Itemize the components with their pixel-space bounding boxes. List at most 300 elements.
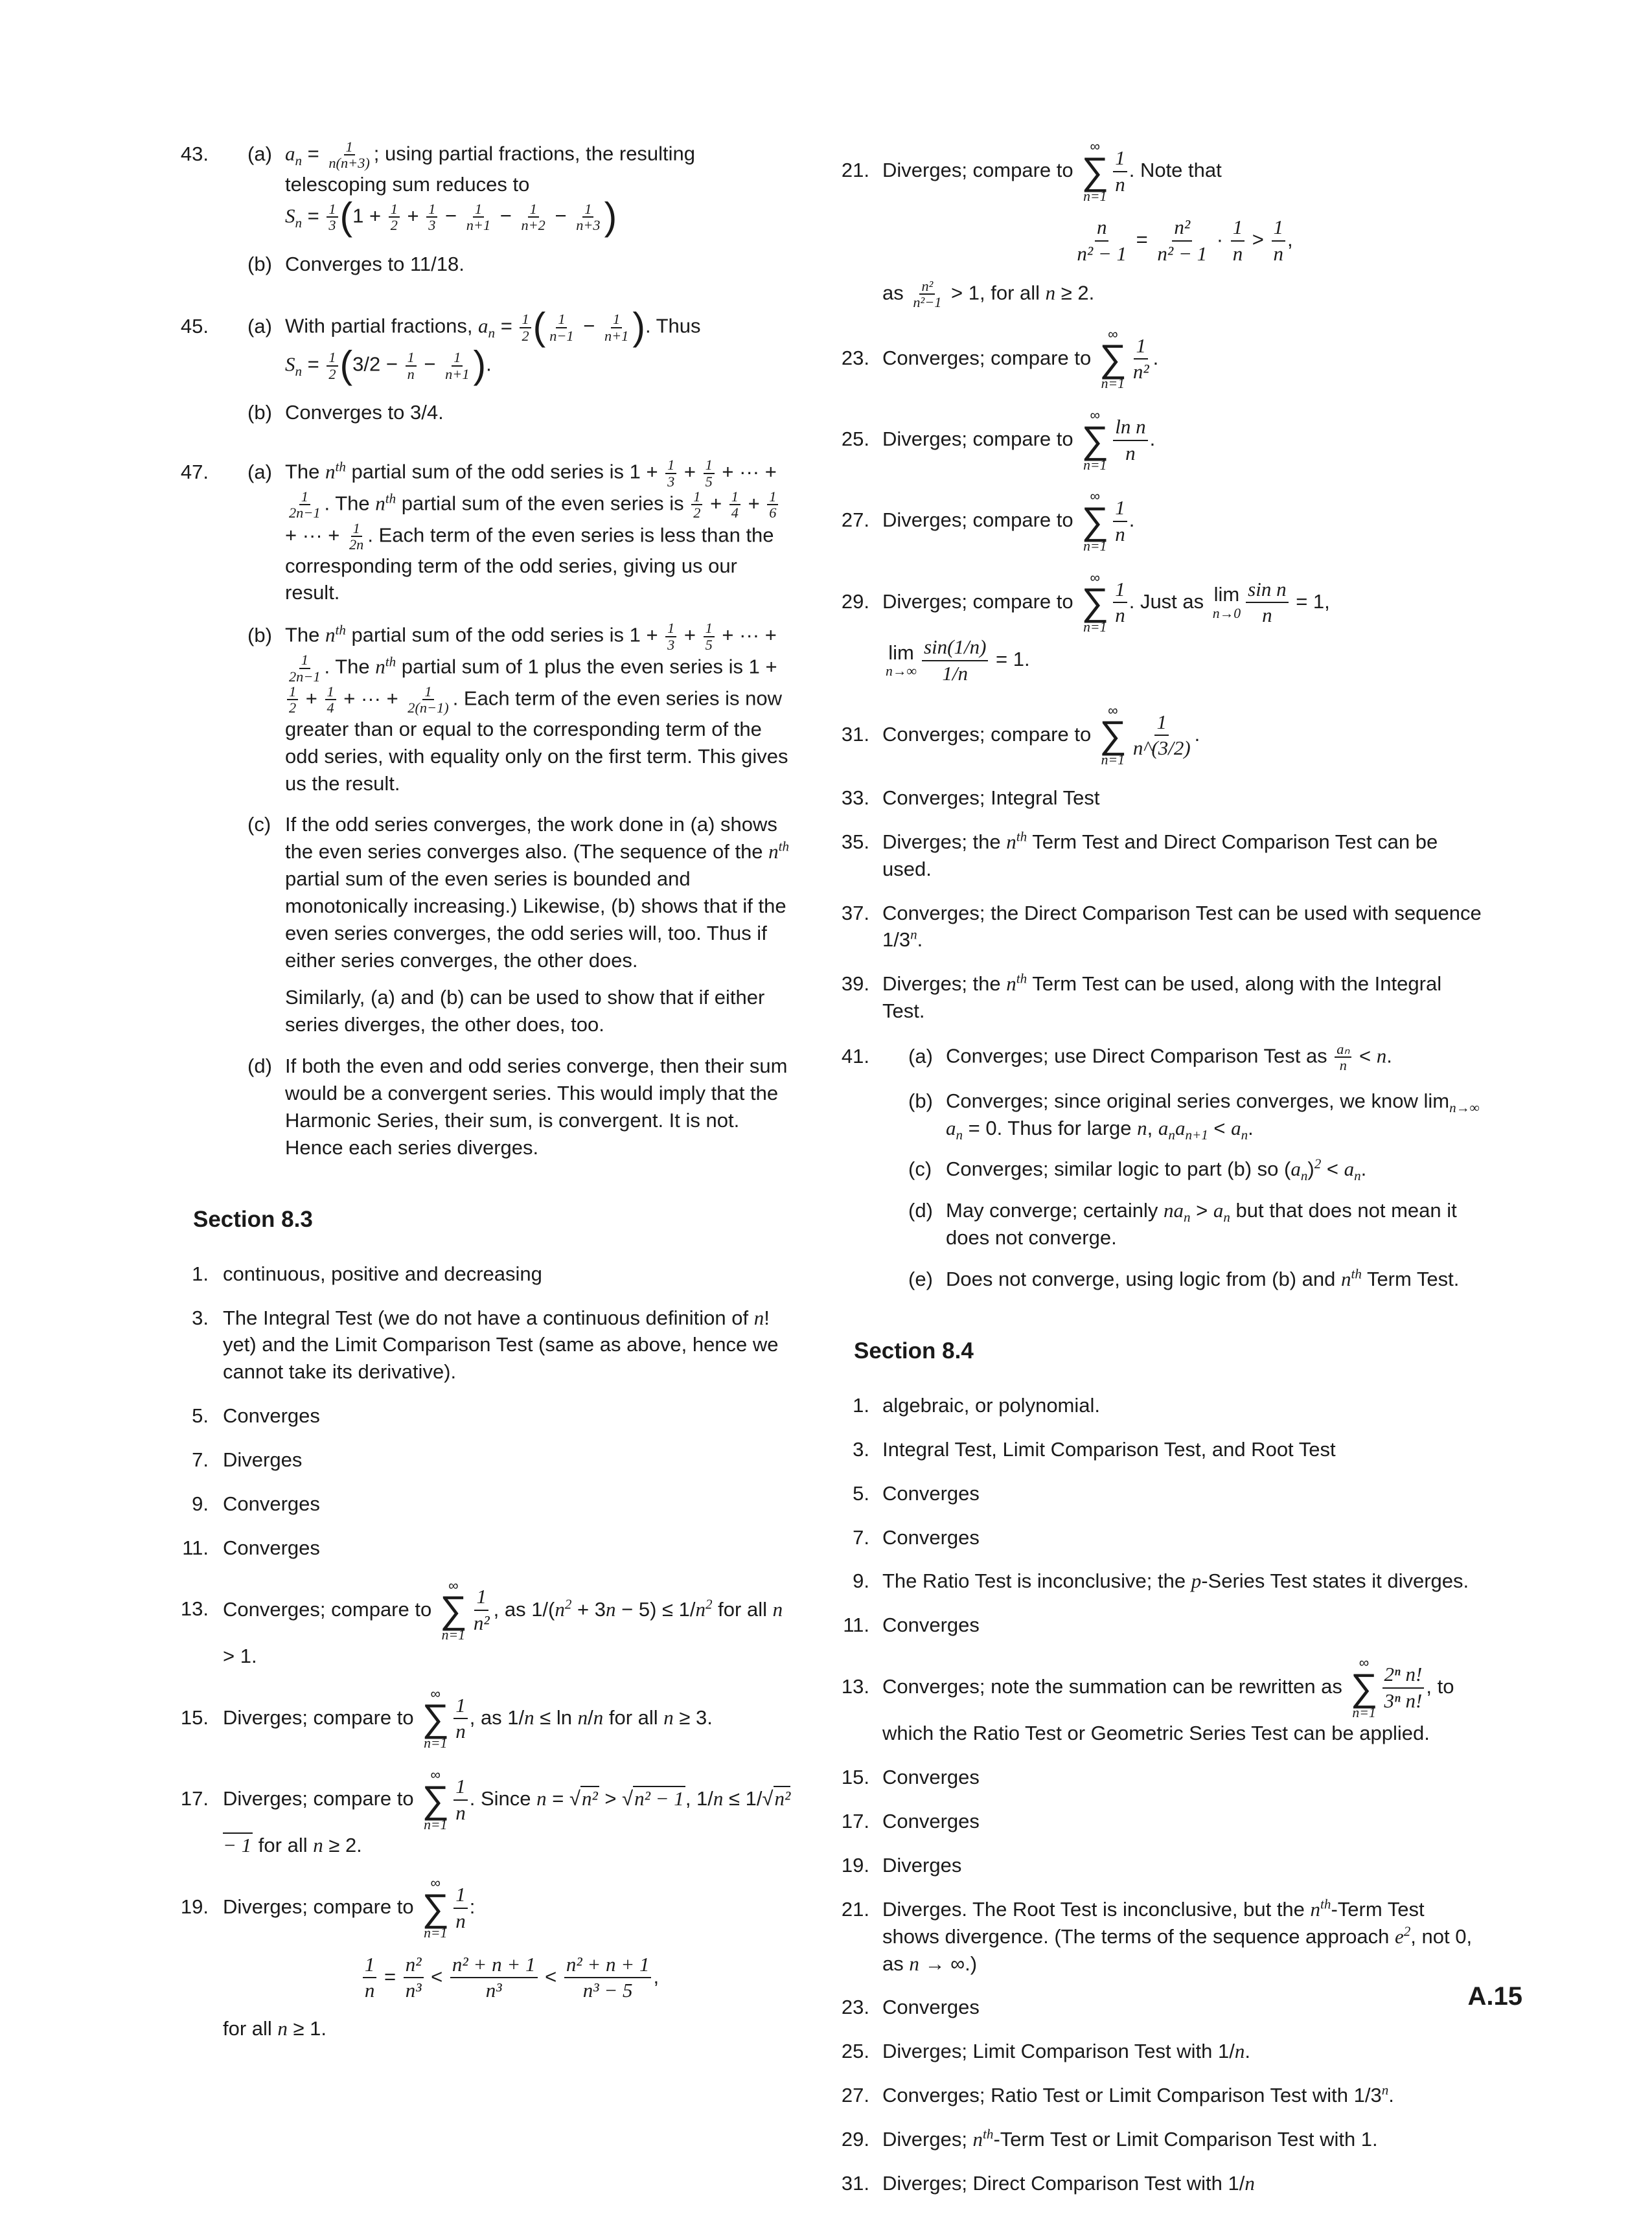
answer-part xyxy=(247,621,797,797)
answer-item xyxy=(836,900,1484,954)
fraction-denominator: 2n−1 xyxy=(289,505,321,521)
text-run: If the odd series converges, the work done in (a) shows the even series converges also. (The sequence of the xyxy=(285,813,777,863)
text-run: − xyxy=(549,204,573,227)
math-variable: n xyxy=(1045,281,1056,304)
part-text xyxy=(946,1042,1484,1073)
answer-item xyxy=(836,489,1484,553)
text-run: · xyxy=(1211,228,1229,251)
sigma-symbol: ∑ xyxy=(422,1886,450,1929)
subscript: n xyxy=(1183,1209,1191,1226)
text-run: , as 1/ xyxy=(469,1706,525,1729)
fraction xyxy=(404,1952,424,2004)
part-text xyxy=(285,811,797,1038)
fraction-denominator: n³ − 5 xyxy=(582,1979,633,2002)
text-run: . xyxy=(486,352,492,376)
fraction-denominator: n+2 xyxy=(521,217,545,234)
sum-upper-limit: ∞ xyxy=(1090,488,1100,505)
text-run: -Term Test shows divergence. (The terms of the sequence approach xyxy=(882,1897,1425,1948)
text-run: < xyxy=(1321,1158,1344,1181)
text-run: / xyxy=(588,1706,593,1729)
answer-number: 15. xyxy=(180,1706,209,1729)
answer-part xyxy=(908,1266,1484,1293)
fraction-numerator: 1 xyxy=(1154,710,1169,736)
fraction xyxy=(729,489,740,521)
answer-text xyxy=(882,1392,1484,1419)
text-run: Diverges; the xyxy=(882,972,1007,996)
text-run: . xyxy=(1245,2040,1250,2063)
math-variable: n xyxy=(1006,830,1016,853)
sum-upper-limit: ∞ xyxy=(1108,325,1118,342)
text-run: − xyxy=(577,315,601,338)
fraction xyxy=(287,489,323,521)
parenthesis: ( xyxy=(339,195,353,238)
fraction-denominator: n³ xyxy=(485,1979,502,2002)
text-run: Converges; the Direct Comparison Test can be used with sequence 1/3 xyxy=(882,901,1482,952)
answer-number: 11. xyxy=(843,1614,869,1637)
answer-number: 23. xyxy=(841,1996,869,2019)
text-run: Diverges; the xyxy=(882,830,1007,853)
text-run: = 1. xyxy=(990,648,1030,671)
fraction-denominator: n² − 1 xyxy=(1077,242,1127,266)
text-run: Converges; compare to xyxy=(223,1597,437,1621)
fraction xyxy=(325,684,336,716)
answer-text xyxy=(882,408,1484,472)
fraction xyxy=(363,1952,377,2004)
fraction xyxy=(911,279,943,310)
text-run: Converges; since original series converges, we know lim xyxy=(946,1089,1450,1112)
fraction-denominator: 3 xyxy=(667,636,675,653)
fraction xyxy=(564,1952,652,2004)
superscript: th xyxy=(385,490,396,507)
superscript: th xyxy=(335,622,346,638)
answer-part xyxy=(247,308,797,385)
text-run: + xyxy=(300,687,323,710)
text-run: , xyxy=(653,1965,660,1988)
text-run: Converges; Ratio Test or Limit Comparison Test with 1/3 xyxy=(882,2084,1382,2107)
text-run: > xyxy=(1246,228,1270,251)
fraction-numerator: 1 xyxy=(325,684,336,700)
text-run: . Just as xyxy=(1129,589,1210,613)
superscript: n xyxy=(1381,2082,1389,2098)
summation xyxy=(1081,489,1108,553)
answer-item xyxy=(175,308,797,440)
fraction-numerator: 1 xyxy=(473,201,484,218)
math-variable: n xyxy=(909,1952,919,1975)
fraction-numerator: 1 xyxy=(426,201,437,218)
answer-text xyxy=(223,1490,797,1518)
text-run: ≥ 2. xyxy=(1055,281,1095,304)
text-run: < xyxy=(1208,1116,1232,1139)
fraction-numerator: 1 xyxy=(582,201,593,218)
part-label: (b) xyxy=(247,401,272,424)
fraction-denominator: n xyxy=(364,1979,375,2002)
answer-number: 23. xyxy=(841,346,869,369)
answer-text xyxy=(882,1994,1484,2021)
math-variable: n xyxy=(972,2127,983,2151)
fraction-numerator: 1 xyxy=(1113,146,1127,172)
answer-number: 3. xyxy=(192,1306,209,1329)
text-run: ≥ 3. xyxy=(673,1706,713,1729)
section-heading-8-4: Section 8.4 xyxy=(854,1338,974,1364)
answer-number: 11. xyxy=(182,1536,209,1559)
subscript: n xyxy=(1300,1168,1308,1184)
text-run: − xyxy=(439,204,463,227)
summation xyxy=(1099,327,1127,391)
answer-number: 1. xyxy=(192,1262,209,1285)
answer-parts xyxy=(908,1042,1484,1307)
text-run: < xyxy=(425,1965,448,1988)
fraction xyxy=(406,350,417,382)
fraction-denominator: n xyxy=(1125,441,1136,464)
sum-upper-limit: ∞ xyxy=(448,1577,459,1593)
math-variable: n xyxy=(325,623,336,646)
text-run: Converges xyxy=(882,1481,980,1505)
fraction-numerator: sin(1/n) xyxy=(922,635,988,661)
text-run: ≥ 1. xyxy=(287,2017,327,2040)
answer-item xyxy=(836,1612,1484,1639)
answer-text xyxy=(882,703,1484,768)
limit-label: lim xyxy=(888,641,914,664)
parenthesis: ( xyxy=(339,344,353,387)
answer-number: 25. xyxy=(841,2040,869,2063)
text-run: . The xyxy=(324,655,376,678)
paragraph: Similarly, (a) and (b) can be used to show that if either series diverges, the other does, too. xyxy=(285,986,765,1036)
text-run: + ··· + xyxy=(716,623,777,646)
fraction-numerator: 1 xyxy=(691,489,702,505)
parenthesis: ( xyxy=(533,306,546,348)
text-run: . xyxy=(1194,722,1200,746)
section-8-3-answers xyxy=(175,1261,797,2042)
text-run: Integral Test, Limit Comparison Test, and Root Test xyxy=(882,1437,1336,1461)
text-run: Term Test can be used, along with the Integral Test. xyxy=(882,972,1442,1023)
answer-text xyxy=(223,1687,797,1751)
fraction xyxy=(665,621,676,652)
fraction-numerator: n² xyxy=(1172,215,1192,242)
text-run: for all xyxy=(223,2017,278,2040)
fraction-denominator: n² xyxy=(473,1612,490,1635)
fraction xyxy=(465,201,492,233)
text-run: . xyxy=(1388,2084,1394,2107)
text-run: With partial fractions, xyxy=(285,315,479,338)
math-variable: p xyxy=(1191,1569,1202,1593)
part-label: (b) xyxy=(247,252,272,275)
answer-text xyxy=(882,327,1484,391)
text-run: = xyxy=(302,142,325,165)
fraction-denominator: 6 xyxy=(769,505,777,521)
text-run: Converges; compare to xyxy=(882,346,1097,369)
text-run: The Integral Test (we do not have a continuous definition of xyxy=(223,1306,754,1329)
answer-part xyxy=(247,811,797,1038)
fraction-denominator: n−1 xyxy=(549,327,574,344)
subscript: n+1 xyxy=(1185,1126,1208,1143)
fraction-denominator: n+1 xyxy=(445,365,470,382)
math-variable: a xyxy=(1158,1116,1169,1139)
answer-number: 37. xyxy=(841,901,869,924)
text-run: Converges xyxy=(223,1404,320,1428)
fraction xyxy=(1113,496,1127,547)
summation xyxy=(1081,571,1108,635)
math-variable: a xyxy=(1175,1116,1186,1139)
limit xyxy=(886,642,917,679)
fraction xyxy=(472,1584,492,1636)
math-variable: n xyxy=(325,460,336,483)
fraction-denominator: n xyxy=(1115,172,1125,196)
answer-text xyxy=(223,1768,797,1859)
fraction-denominator: n xyxy=(407,365,415,382)
answer-item xyxy=(836,1392,1484,1419)
text-run: ≤ 1/√ xyxy=(723,1786,774,1810)
right-answers-8-3 xyxy=(836,139,1484,1025)
fraction-numerator: 1 xyxy=(729,489,740,505)
superscript: 2 xyxy=(564,1596,572,1612)
superscript: th xyxy=(1351,1266,1362,1282)
sum-upper-limit: ∞ xyxy=(1108,702,1118,718)
math-variable: n xyxy=(375,492,385,515)
fraction xyxy=(665,457,676,489)
fraction xyxy=(287,684,298,716)
sum-lower-limit: n=1 xyxy=(1083,619,1107,635)
fraction-denominator: 2(n−1) xyxy=(407,700,449,716)
text-run: > 1. xyxy=(223,1644,257,1667)
fraction-denominator: n xyxy=(1115,523,1125,546)
fraction xyxy=(453,1693,468,1745)
math-variable: S xyxy=(285,204,295,227)
radicand: n² − 1 xyxy=(223,1786,791,1857)
fraction xyxy=(347,521,365,553)
answer-text xyxy=(882,2126,1484,2153)
text-run: > √ xyxy=(599,1786,634,1810)
fraction-numerator: 1 xyxy=(1113,577,1127,604)
text-run: Diverges xyxy=(882,1854,962,1877)
fraction xyxy=(327,350,338,382)
superscript: th xyxy=(385,654,396,670)
answer-number: 45. xyxy=(180,315,209,338)
answer-number: 27. xyxy=(841,508,869,532)
text-run: . Since xyxy=(469,1786,537,1810)
answer-item xyxy=(175,1579,797,1670)
answer-item xyxy=(175,139,797,291)
fraction-denominator: 2 xyxy=(693,505,701,521)
sum-lower-limit: n=1 xyxy=(1352,1704,1376,1720)
answer-number: 13. xyxy=(180,1597,209,1621)
part-label: (d) xyxy=(908,1199,933,1222)
fraction xyxy=(1246,577,1288,629)
part-text xyxy=(285,308,797,385)
text-run: + ··· + xyxy=(338,687,404,710)
text-run: = xyxy=(495,315,518,338)
answer-number: 1. xyxy=(853,1394,869,1417)
superscript: th xyxy=(1320,1896,1331,1912)
fraction-numerator: 1 xyxy=(704,621,715,637)
text-run: Diverges; compare to xyxy=(882,427,1079,450)
answer-number: 29. xyxy=(841,2127,869,2151)
text-run: Diverges; Limit Comparison Test with 1/ xyxy=(882,2040,1235,2063)
answer-item xyxy=(836,1480,1484,1507)
fraction xyxy=(574,201,602,233)
math-variable: n xyxy=(1376,1044,1387,1067)
answer-number: 17. xyxy=(180,1786,209,1810)
text-run: . xyxy=(1149,427,1156,450)
text-run: Term Test. xyxy=(1361,1267,1460,1290)
subscript: n xyxy=(1241,1126,1248,1143)
answer-number: 7. xyxy=(192,1448,209,1471)
answer-item xyxy=(836,1042,1484,1307)
parenthesis: ) xyxy=(473,344,487,387)
answer-item xyxy=(836,1994,1484,2021)
text-run: − xyxy=(494,204,518,227)
text-run: + 3 xyxy=(571,1597,606,1621)
section-8-4-answers xyxy=(836,1392,1484,2197)
math-variable: n xyxy=(606,1597,616,1621)
text-run: . xyxy=(1386,1044,1392,1067)
subscript: n xyxy=(1168,1126,1175,1143)
answer-item xyxy=(836,2170,1484,2197)
summation xyxy=(422,1876,449,1940)
summation xyxy=(1081,408,1108,472)
fraction xyxy=(1131,334,1151,385)
answer-item xyxy=(836,1808,1484,1835)
subscript: n xyxy=(956,1126,963,1143)
text-run: . xyxy=(1248,1116,1254,1139)
fraction xyxy=(691,489,702,521)
text-run: . xyxy=(917,928,923,952)
sum-upper-limit: ∞ xyxy=(430,1685,441,1702)
answer-item xyxy=(836,1764,1484,1791)
fraction-denominator: 4 xyxy=(731,505,739,521)
text-run: , 1/ xyxy=(685,1786,713,1810)
fraction-numerator: 1 xyxy=(520,312,531,328)
limit-label: lim xyxy=(1213,583,1240,606)
fraction xyxy=(519,201,547,233)
answer-item xyxy=(175,457,797,1175)
answer-text xyxy=(882,489,1484,553)
text-run: + xyxy=(678,623,702,646)
fraction-denominator: 2 xyxy=(390,217,398,234)
summation xyxy=(422,1687,449,1751)
answer-number: 21. xyxy=(841,1897,869,1921)
text-run: for all xyxy=(603,1706,664,1729)
fraction-numerator: 1 xyxy=(327,201,338,218)
answer-text xyxy=(223,1305,797,1386)
text-run: Diverges; compare to xyxy=(882,508,1079,532)
text-run: Term Test and Direct Comparison Test can be used. xyxy=(882,830,1438,880)
fraction-denominator: n+1 xyxy=(604,327,629,344)
fraction-denominator: 3 xyxy=(667,473,675,490)
answer-text xyxy=(882,139,1484,310)
text-run: + ··· + xyxy=(285,523,346,547)
limit-subscript: n→∞ xyxy=(886,663,917,679)
answer-part xyxy=(247,457,797,606)
answer-item xyxy=(175,1490,797,1518)
text-run: for all xyxy=(253,1834,314,1857)
answer-part xyxy=(247,139,797,236)
answer-text xyxy=(882,970,1484,1025)
text-run: Converges; Integral Test xyxy=(882,786,1100,809)
answer-text xyxy=(882,1764,1484,1791)
summation xyxy=(1081,139,1108,203)
answer-item xyxy=(836,1436,1484,1463)
sigma-symbol: ∑ xyxy=(1350,1666,1378,1709)
answer-item xyxy=(175,1402,797,1430)
sigma-symbol: ∑ xyxy=(1081,418,1109,461)
math-variable: n xyxy=(277,2017,288,2040)
text-run: . xyxy=(1360,1158,1367,1181)
answer-item xyxy=(175,1261,797,1288)
fraction-numerator: n xyxy=(1095,215,1109,242)
text-run: , as 1/( xyxy=(493,1597,555,1621)
fraction xyxy=(922,635,988,687)
text-run: continuous, positive and decreasing xyxy=(223,1262,542,1285)
fraction-numerator: 1 xyxy=(351,521,362,537)
math-variable: a xyxy=(1231,1116,1241,1139)
text-run: The Ratio Test is inconclusive; the xyxy=(882,1569,1191,1593)
text-run: = 0. Thus for large xyxy=(963,1116,1138,1139)
right-column xyxy=(836,139,1484,2214)
fraction-numerator: 1 xyxy=(1134,334,1148,360)
text-run: The xyxy=(285,460,326,483)
fraction-denominator: n xyxy=(1262,604,1272,627)
fraction xyxy=(1075,215,1129,267)
fraction-numerator: 1 xyxy=(453,1882,468,1909)
sigma-symbol: ∑ xyxy=(439,1589,467,1632)
answer-part xyxy=(908,1197,1484,1251)
text-run: + ··· + xyxy=(716,460,777,483)
sum-lower-limit: n=1 xyxy=(424,1816,448,1832)
sigma-symbol: ∑ xyxy=(422,1778,450,1821)
answer-number: 31. xyxy=(841,722,869,746)
text-run: . The xyxy=(324,492,376,515)
part-text xyxy=(946,1088,1484,1142)
text-run: partial sum of the odd series is 1 + xyxy=(345,460,664,483)
subscript: n xyxy=(295,363,303,380)
superscript: 2 xyxy=(1403,1923,1411,1939)
fraction-denominator: n²−1 xyxy=(913,294,942,311)
text-run: Converges xyxy=(882,1525,980,1549)
fraction-denominator: 2 xyxy=(328,365,336,382)
fraction-numerator: 1 xyxy=(452,350,463,366)
fraction xyxy=(1113,577,1127,629)
answer-text xyxy=(882,2038,1484,2065)
fraction-denominator: 3 xyxy=(428,217,436,234)
math-variable: n xyxy=(313,1834,323,1857)
answer-number: 19. xyxy=(841,1854,869,1877)
text-run: Converges xyxy=(223,1492,320,1515)
fraction-numerator: 1 xyxy=(1113,496,1127,522)
part-label: (c) xyxy=(247,813,271,836)
text-run: + xyxy=(401,204,425,227)
answer-text xyxy=(223,1876,797,2042)
subscript: n xyxy=(295,152,303,168)
fraction-numerator: 1 xyxy=(299,489,310,505)
answer-item xyxy=(836,408,1484,472)
answer-text xyxy=(882,1852,1484,1879)
fraction-denominator: 2 xyxy=(289,700,297,716)
sigma-symbol: ∑ xyxy=(1099,337,1127,380)
math-variable: n xyxy=(768,840,779,863)
text-run: , xyxy=(1287,228,1293,251)
text-run: If both the even and odd series converge, then their sum would be a convergent series. This would imply that the Harmonic Series, their sum, is convergent. It is not. Hence each series diverges. xyxy=(285,1055,788,1159)
answer-number: 35. xyxy=(841,830,869,853)
answer-text xyxy=(223,1446,797,1474)
answer-number: 21. xyxy=(841,158,869,181)
answer-text xyxy=(882,1808,1484,1835)
math-variable: a xyxy=(1291,1158,1301,1181)
superscript: th xyxy=(335,459,346,475)
math-variable: a xyxy=(478,315,488,338)
answer-number: 41. xyxy=(841,1044,869,1067)
superscript: th xyxy=(983,2126,994,2142)
answer-text xyxy=(882,1656,1484,1747)
